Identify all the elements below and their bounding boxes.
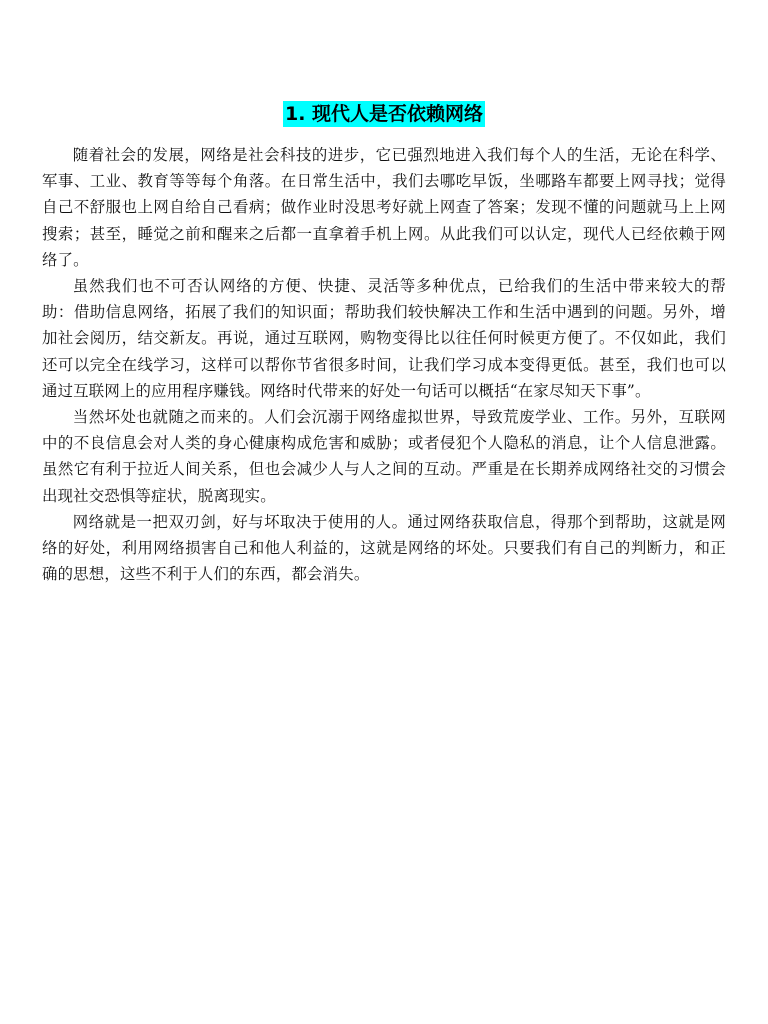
title-container xyxy=(0,101,768,127)
paragraph-3: 当然坏处也就随之而来的。人们会沉溺于网络虚拟世界，导致荒废学业、工作。另外，互联网中的不良信息会对人类的身心健康构成危害和威胁；或者侵犯个人隐私的消息，让个人信息泄露。虽然它有利于拉近人间关系，但也会减少人与人之间的互动。严重是在长期养成网络社交的习惯会出现社交恐惧等症状，脱离现实。 xyxy=(42,408,726,505)
paragraph-1: 随着社会的发展，网络是社会科技的进步，它已强烈地进入我们每个人的生活，无论在科学、军事、工业、教育等等每个角落。在日常生活中，我们去哪吃早饭，坐哪路车都要上网寻找；觉得自己不舒服也上网自给自己看病；做作业时没思考好就上网查了答案；发现不懂的问题就马上上网搜索；甚至，睡觉之前和醒来之后都一直拿着手机上网。从此我们可以认定，现代人已经依赖于网络了。 xyxy=(42,146,726,269)
paragraph-4: 网络就是一把双刃剑，好与坏取决于使用的人。通过网络获取信息，得那个到帮助，这就是网络的好处，利用网络损害自己和他人利益的，这就是网络的坏处。只要我们有自己的判断力，和正确的思想，这些不利于人们的东西，都会消失。 xyxy=(42,512,726,584)
paragraph-2: 虽然我们也不可否认网络的方便、快捷、灵活等多种优点，已给我们的生活中带来较大的帮助：借助信息网络，拓展了我们的知识面；帮助我们较快解决工作和生活中遇到的问题。另外，增加社会阅历，结交新友。再说，通过互联网，购物变得比以往任何时候更方便了。不仅如此，我们还可以完全在线学习，这样可以帮你节省很多时间，让我们学习成本变得更低。甚至，我们也可以通过互联网上的应用程序赚钱。网络时代带来的好处一句话可以概括“在家尽知天下事”。 xyxy=(42,277,726,400)
essay-body xyxy=(42,142,726,587)
page-title: 1. 现代人是否依赖网络 xyxy=(284,103,484,125)
